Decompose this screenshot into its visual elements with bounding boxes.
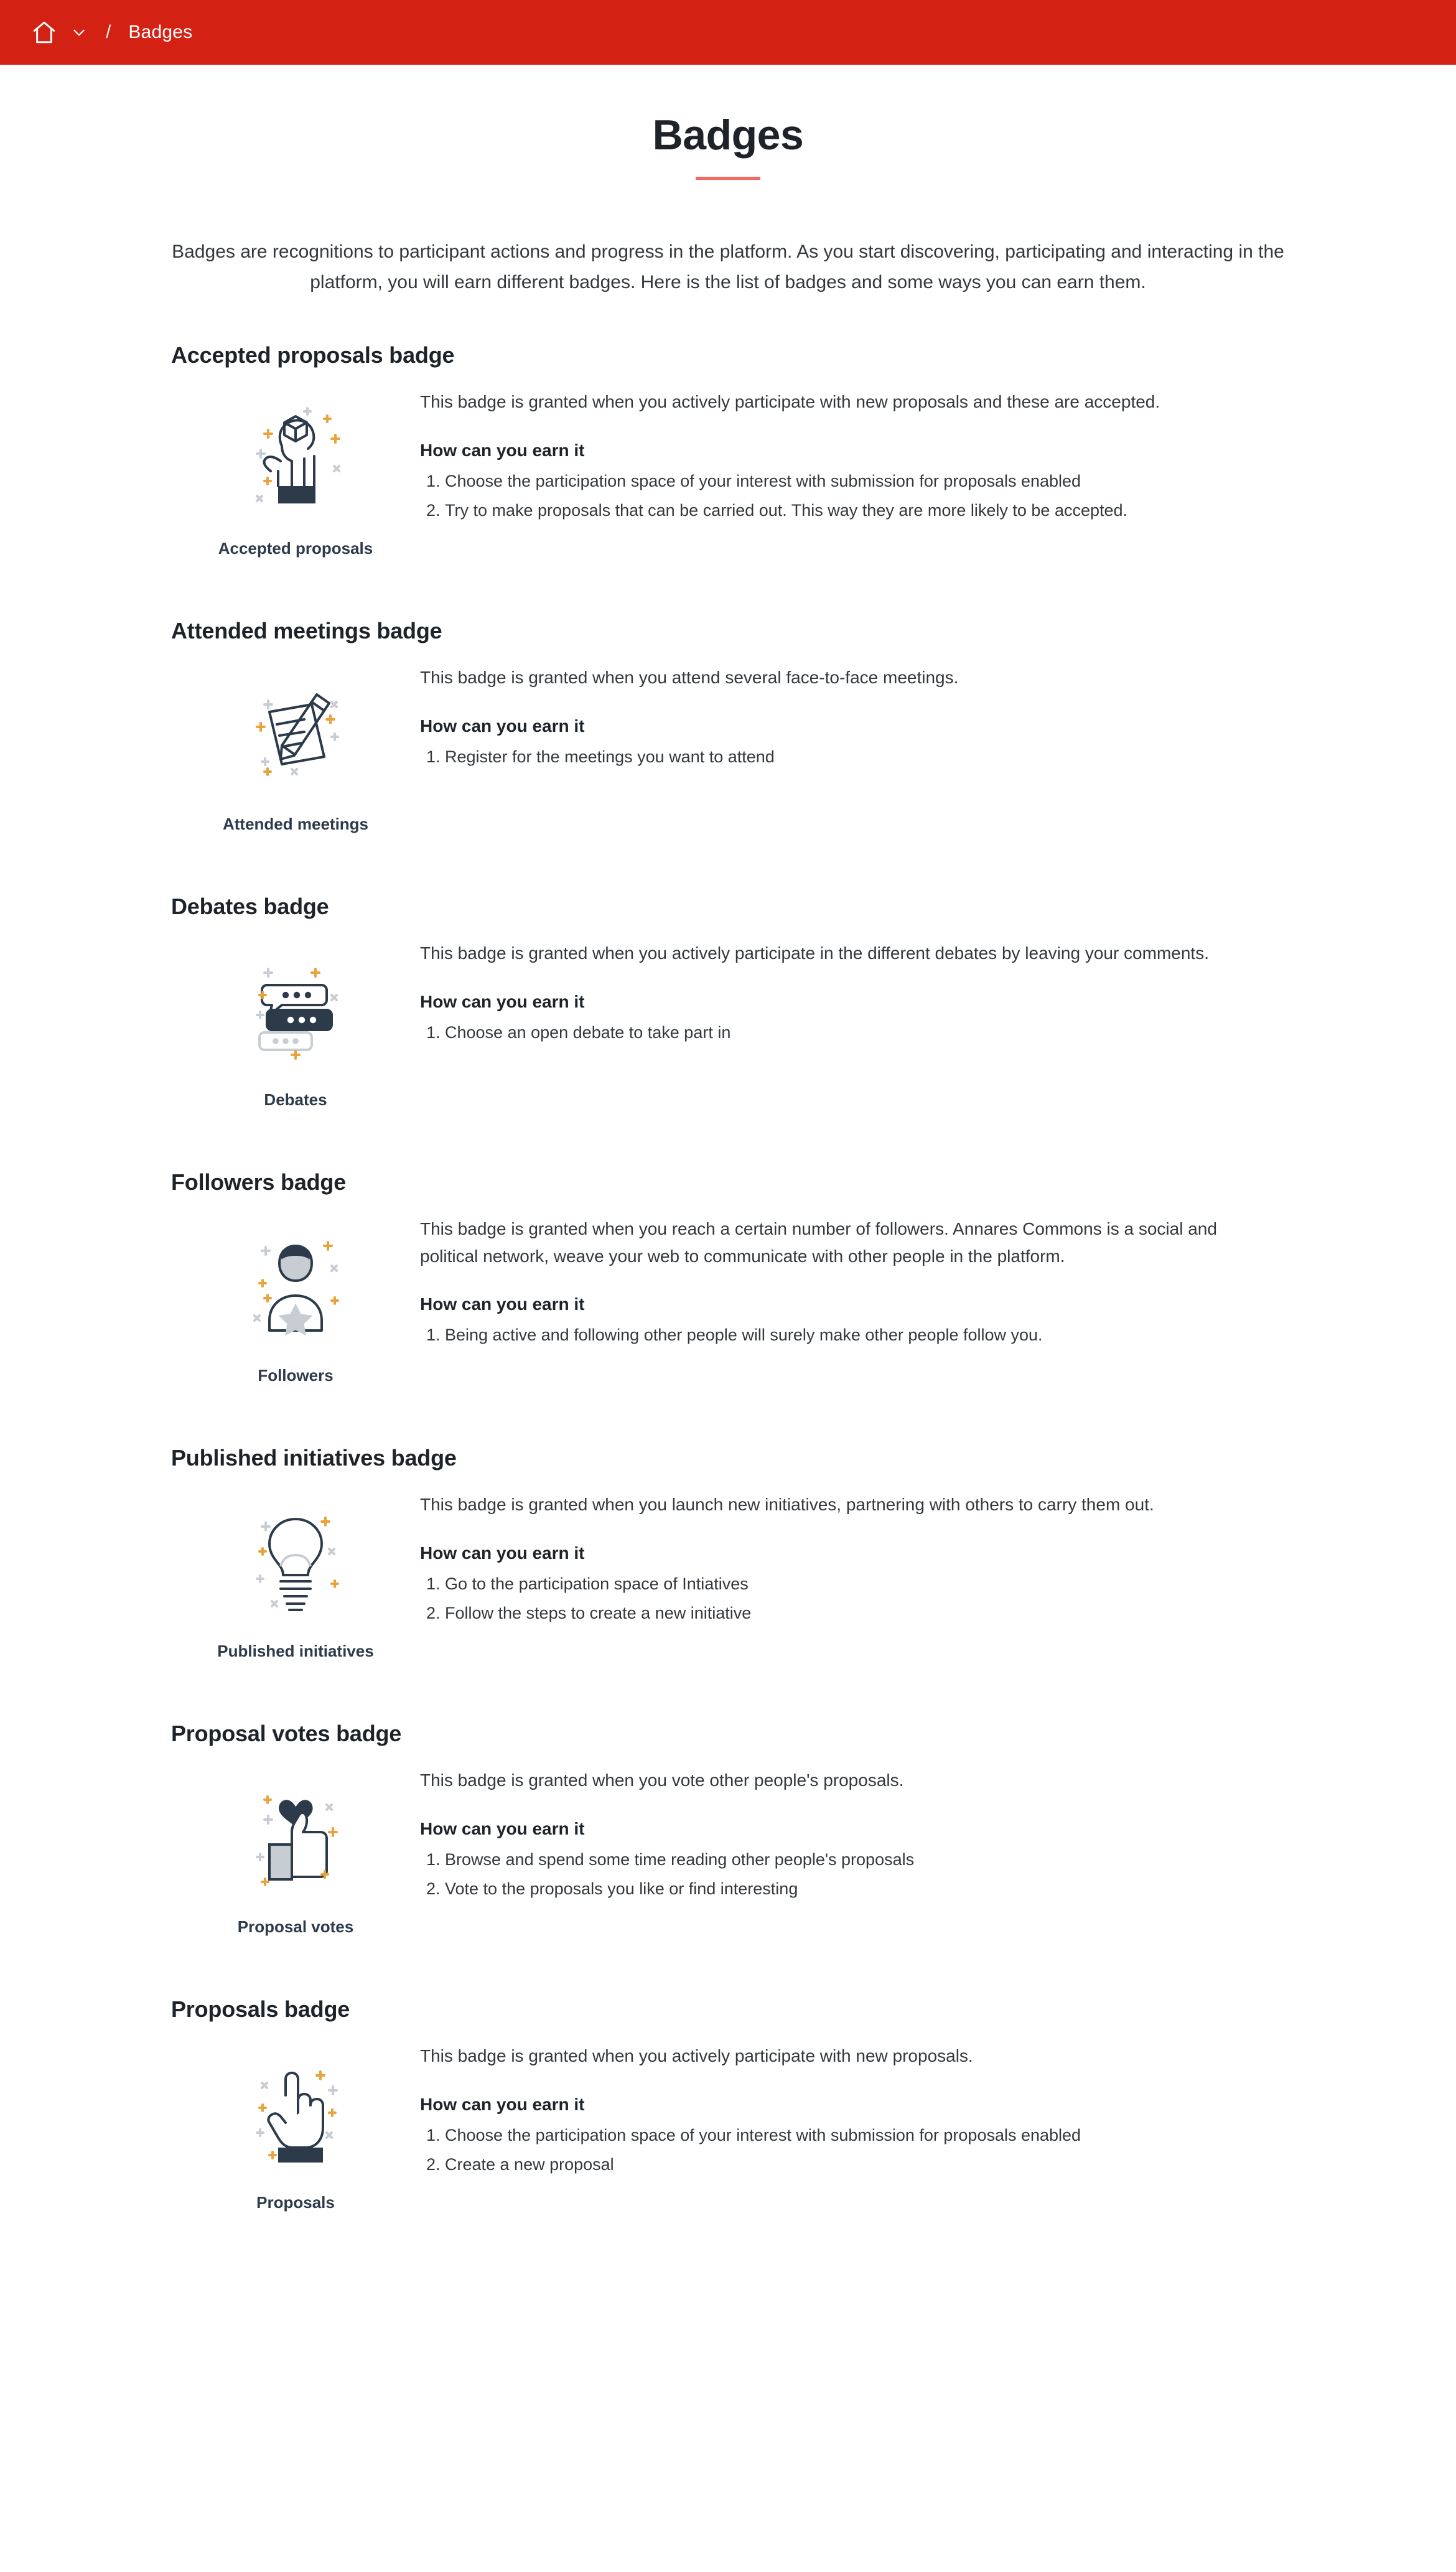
badge-caption: Attended meetings: [222, 815, 369, 834]
badge-text: [420, 931, 1285, 1049]
home-icon[interactable]: [30, 18, 58, 47]
badge-caption: Proposal votes: [237, 1917, 354, 1937]
badge-caption: Proposals: [256, 2193, 335, 2212]
person-star-icon: [224, 1213, 367, 1356]
list-item: 1. Register for the meetings you want to attend: [445, 744, 1285, 771]
badge-description: This badge is granted when you reach a certain number of followers. Annares Commons is a social and political network, weave your web to communicate with other people in the platform.: [420, 1219, 1217, 1266]
speech-bubbles-icon: [224, 937, 367, 1080]
badge-art: [171, 380, 420, 558]
badge-earn-title: How can you earn it: [420, 2094, 585, 2114]
pencil-paper-icon: [224, 662, 367, 805]
badge-heading: Published initiatives badge: [171, 1445, 457, 1471]
badge-caption: Published initiatives: [217, 1642, 374, 1661]
badge-earn-steps: [420, 468, 1285, 525]
badge-text: [420, 1758, 1285, 1906]
badge-earn-title: How can you earn it: [420, 440, 585, 460]
badge-description: This badge is granted when you actively participate with new proposals and these are accepted.: [420, 392, 1160, 412]
badge-heading: Attended meetings badge: [171, 618, 442, 644]
list-item: 2. Follow the steps to create a new initiative: [445, 1600, 1285, 1627]
list-item: 2. Try to make proposals that can be carried out. This way they are more likely to be accepted.: [445, 497, 1285, 525]
list-item: 2. Vote to the proposals you like or find interesting: [445, 1876, 1285, 1903]
badge-art: [171, 2034, 420, 2212]
breadcrumb-current[interactable]: Badges: [128, 22, 193, 42]
badge-earn-title: How can you earn it: [420, 991, 585, 1011]
badge-heading: Followers badge: [171, 1169, 347, 1195]
list-item: 2. Create a new proposal: [445, 2151, 1285, 2179]
list-item: 1. Go to the participation space of Intiatives: [445, 1571, 1285, 1598]
list-item: 1. Browse and spend some time reading other people's proposals: [445, 1846, 1285, 1874]
badge-section-accepted-proposals: [171, 342, 1285, 558]
badge-earn-steps: [420, 2122, 1285, 2179]
badge-art: [171, 655, 420, 834]
thumbs-up-heart-icon: [224, 1764, 367, 1907]
title-underline-rule: [696, 177, 760, 180]
badge-earn-steps: [420, 1322, 1285, 1349]
chevron-down-icon[interactable]: [70, 23, 88, 42]
badge-description: This badge is granted when you vote other people's proposals.: [420, 1770, 904, 1790]
list-item: 1. Being active and following other people will surely make other people follow you.: [445, 1322, 1285, 1349]
badge-art: [171, 1758, 420, 1937]
badge-heading: Proposals badge: [171, 1996, 350, 2023]
badge-heading: Accepted proposals badge: [171, 342, 455, 368]
page-title: Badges: [652, 111, 804, 159]
lightbulb-icon: [224, 1489, 367, 1632]
badge-list: [171, 342, 1285, 2212]
badge-text: [420, 655, 1285, 773]
badge-text: [420, 1482, 1285, 1630]
badge-text: [420, 2034, 1285, 2181]
badge-earn-steps: [420, 744, 1285, 771]
badge-text: [420, 1207, 1285, 1352]
badge-earn-title: How can you earn it: [420, 1294, 585, 1314]
badge-caption: Followers: [258, 1366, 334, 1385]
badge-description: This badge is granted when you actively participate with new proposals.: [420, 2046, 973, 2066]
list-item: 1. Choose the participation space of your interest with submission for proposals enabled: [445, 468, 1285, 495]
badge-section-proposal-votes: [171, 1721, 1285, 1937]
badge-earn-steps: [420, 1019, 1285, 1047]
badge-section-followers: [171, 1169, 1285, 1385]
badge-caption: Accepted proposals: [218, 539, 373, 558]
hand-holding-gem-icon: [224, 386, 367, 529]
badge-art: [171, 1207, 420, 1385]
badge-section-attended-meetings: [171, 618, 1285, 834]
badge-art: [171, 1482, 420, 1661]
badge-earn-steps: [420, 1846, 1285, 1903]
badge-description: This badge is granted when you attend several face-to-face meetings.: [420, 668, 959, 688]
top-navigation-bar: [0, 0, 1456, 65]
badge-earn-title: How can you earn it: [420, 1818, 585, 1838]
badge-caption: Debates: [264, 1090, 327, 1110]
hand-pointing-up-icon: [224, 2040, 367, 2183]
badge-earn-steps: [420, 1571, 1285, 1627]
badge-section-debates: [171, 894, 1285, 1110]
page-intro-text: Badges are recognitions to participant actions and progress in the platform. As you start discovering, participating and interacting in the platform, you will earn different badges. Here is the list of badges and some ways you can earn them.: [172, 241, 1284, 292]
badge-section-published-initiatives: [171, 1445, 1285, 1661]
badge-earn-title: How can you earn it: [420, 1543, 585, 1563]
page-content: [75, 65, 1381, 2212]
badge-art: [171, 931, 420, 1110]
badge-text: [420, 380, 1285, 527]
badge-description: This badge is granted when you launch new initiatives, partnering with others to carry them out.: [420, 1495, 1154, 1515]
list-item: 1. Choose the participation space of your interest with submission for proposals enabled: [445, 2122, 1285, 2149]
badge-earn-title: How can you earn it: [420, 716, 585, 736]
badge-heading: Debates badge: [171, 894, 329, 920]
badge-section-proposals: [171, 1996, 1285, 2212]
badge-description: This badge is granted when you actively participate in the different debates by leaving your comments.: [420, 943, 1209, 963]
list-item: 1. Choose an open debate to take part in: [445, 1019, 1285, 1047]
breadcrumb-separator: /: [106, 22, 111, 42]
badge-heading: Proposal votes badge: [171, 1721, 402, 1747]
